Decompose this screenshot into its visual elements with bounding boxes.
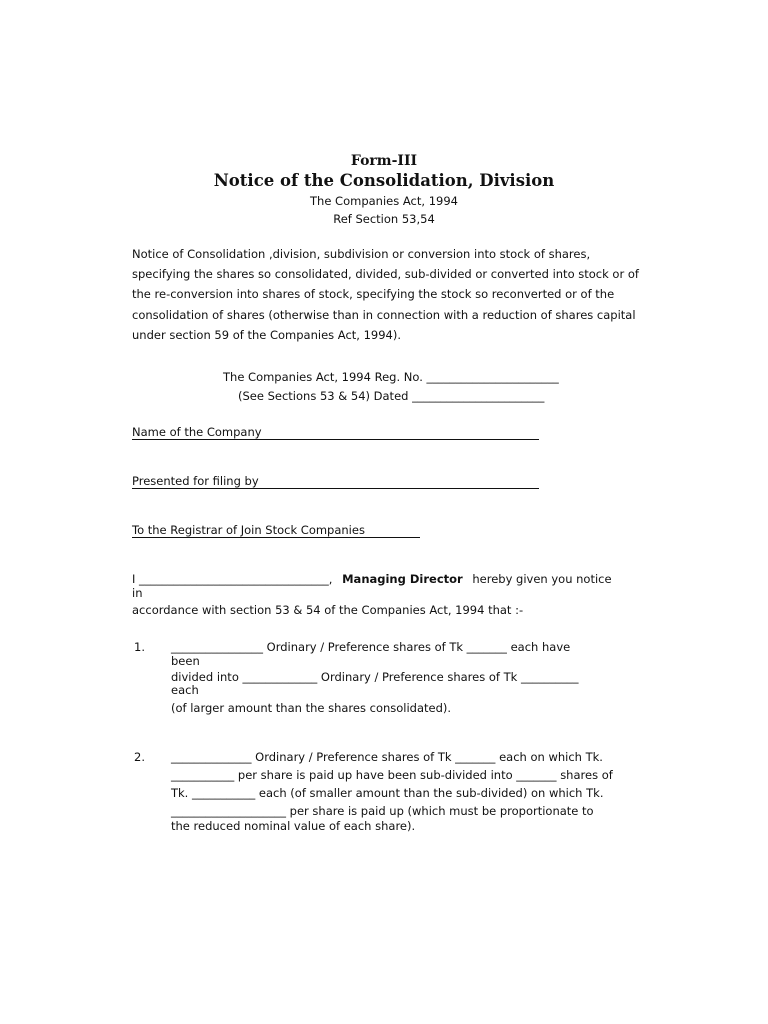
item-line: ______________ Ordinary / Preference shares of Tk _______ each on which Tk. bbox=[171, 750, 603, 764]
managing-director-label: Managing Director bbox=[342, 572, 463, 586]
item-line: ____________________ per share is paid up (which must be proportionate to bbox=[171, 804, 594, 818]
presented-by-blank bbox=[132, 488, 539, 489]
intro-line: consolidation of shares (otherwise than in connection with a reduction of shares capital bbox=[132, 307, 636, 322]
item-number: 1. bbox=[134, 640, 145, 654]
declaration-line bbox=[132, 572, 612, 586]
declaration-suffix: hereby given you notice bbox=[472, 572, 612, 586]
item-line: divided into _____________ Ordinary / Preference shares of Tk __________ bbox=[171, 670, 579, 684]
page-title: Notice of the Consolidation, Division bbox=[213, 171, 555, 190]
intro-line: under section 59 of the Companies Act, 1994). bbox=[132, 327, 402, 342]
item-line: (of larger amount than the shares consolidated). bbox=[171, 701, 452, 715]
company-name-blank bbox=[132, 439, 539, 440]
dated-row: (See Sections 53 & 54) Dated _______________________ bbox=[238, 389, 545, 403]
item-line: the reduced nominal value of each share). bbox=[171, 819, 416, 833]
item-line: been bbox=[171, 654, 200, 668]
intro-line: specifying the shares so consolidated, divided, sub-divided or converted into stock or of bbox=[132, 267, 639, 282]
intro-line: the re-conversion into shares of stock, specifying the stock so reconverted or of the bbox=[132, 287, 615, 302]
registrar-blank bbox=[132, 537, 420, 538]
item-line: ___________ per share is paid up have been sub-divided into _______ shares of bbox=[171, 768, 613, 782]
act-reference: The Companies Act, 1994 bbox=[310, 194, 458, 208]
declaration-statement: accordance with section 53 & 54 of the Companies Act, 1994 that :- bbox=[132, 603, 524, 617]
item-line: Tk. ___________ each (of smaller amount than the sub-divided) on which Tk. bbox=[171, 786, 604, 800]
item-line: each bbox=[171, 683, 199, 697]
intro-paragraph bbox=[132, 244, 656, 345]
declaration-wrap: in bbox=[132, 586, 143, 600]
section-reference: Ref Section 53,54 bbox=[333, 212, 435, 226]
presented-by-label: Presented for filing by bbox=[132, 474, 259, 488]
declaration-prefix: I _________________________________, bbox=[132, 572, 333, 586]
item-line: ________________ Ordinary / Preference shares of Tk _______ each have bbox=[171, 640, 571, 654]
intro-line: Notice of Consolidation ,division, subdivision or conversion into stock of shares, bbox=[132, 247, 591, 261]
item-number: 2. bbox=[134, 750, 145, 764]
registration-number-row: The Companies Act, 1994 Reg. No. _______________________ bbox=[223, 370, 559, 384]
company-name-label: Name of the Company bbox=[132, 425, 262, 439]
form-number: Form-III bbox=[350, 153, 418, 169]
registrar-label: To the Registrar of Join Stock Companies bbox=[132, 523, 365, 537]
